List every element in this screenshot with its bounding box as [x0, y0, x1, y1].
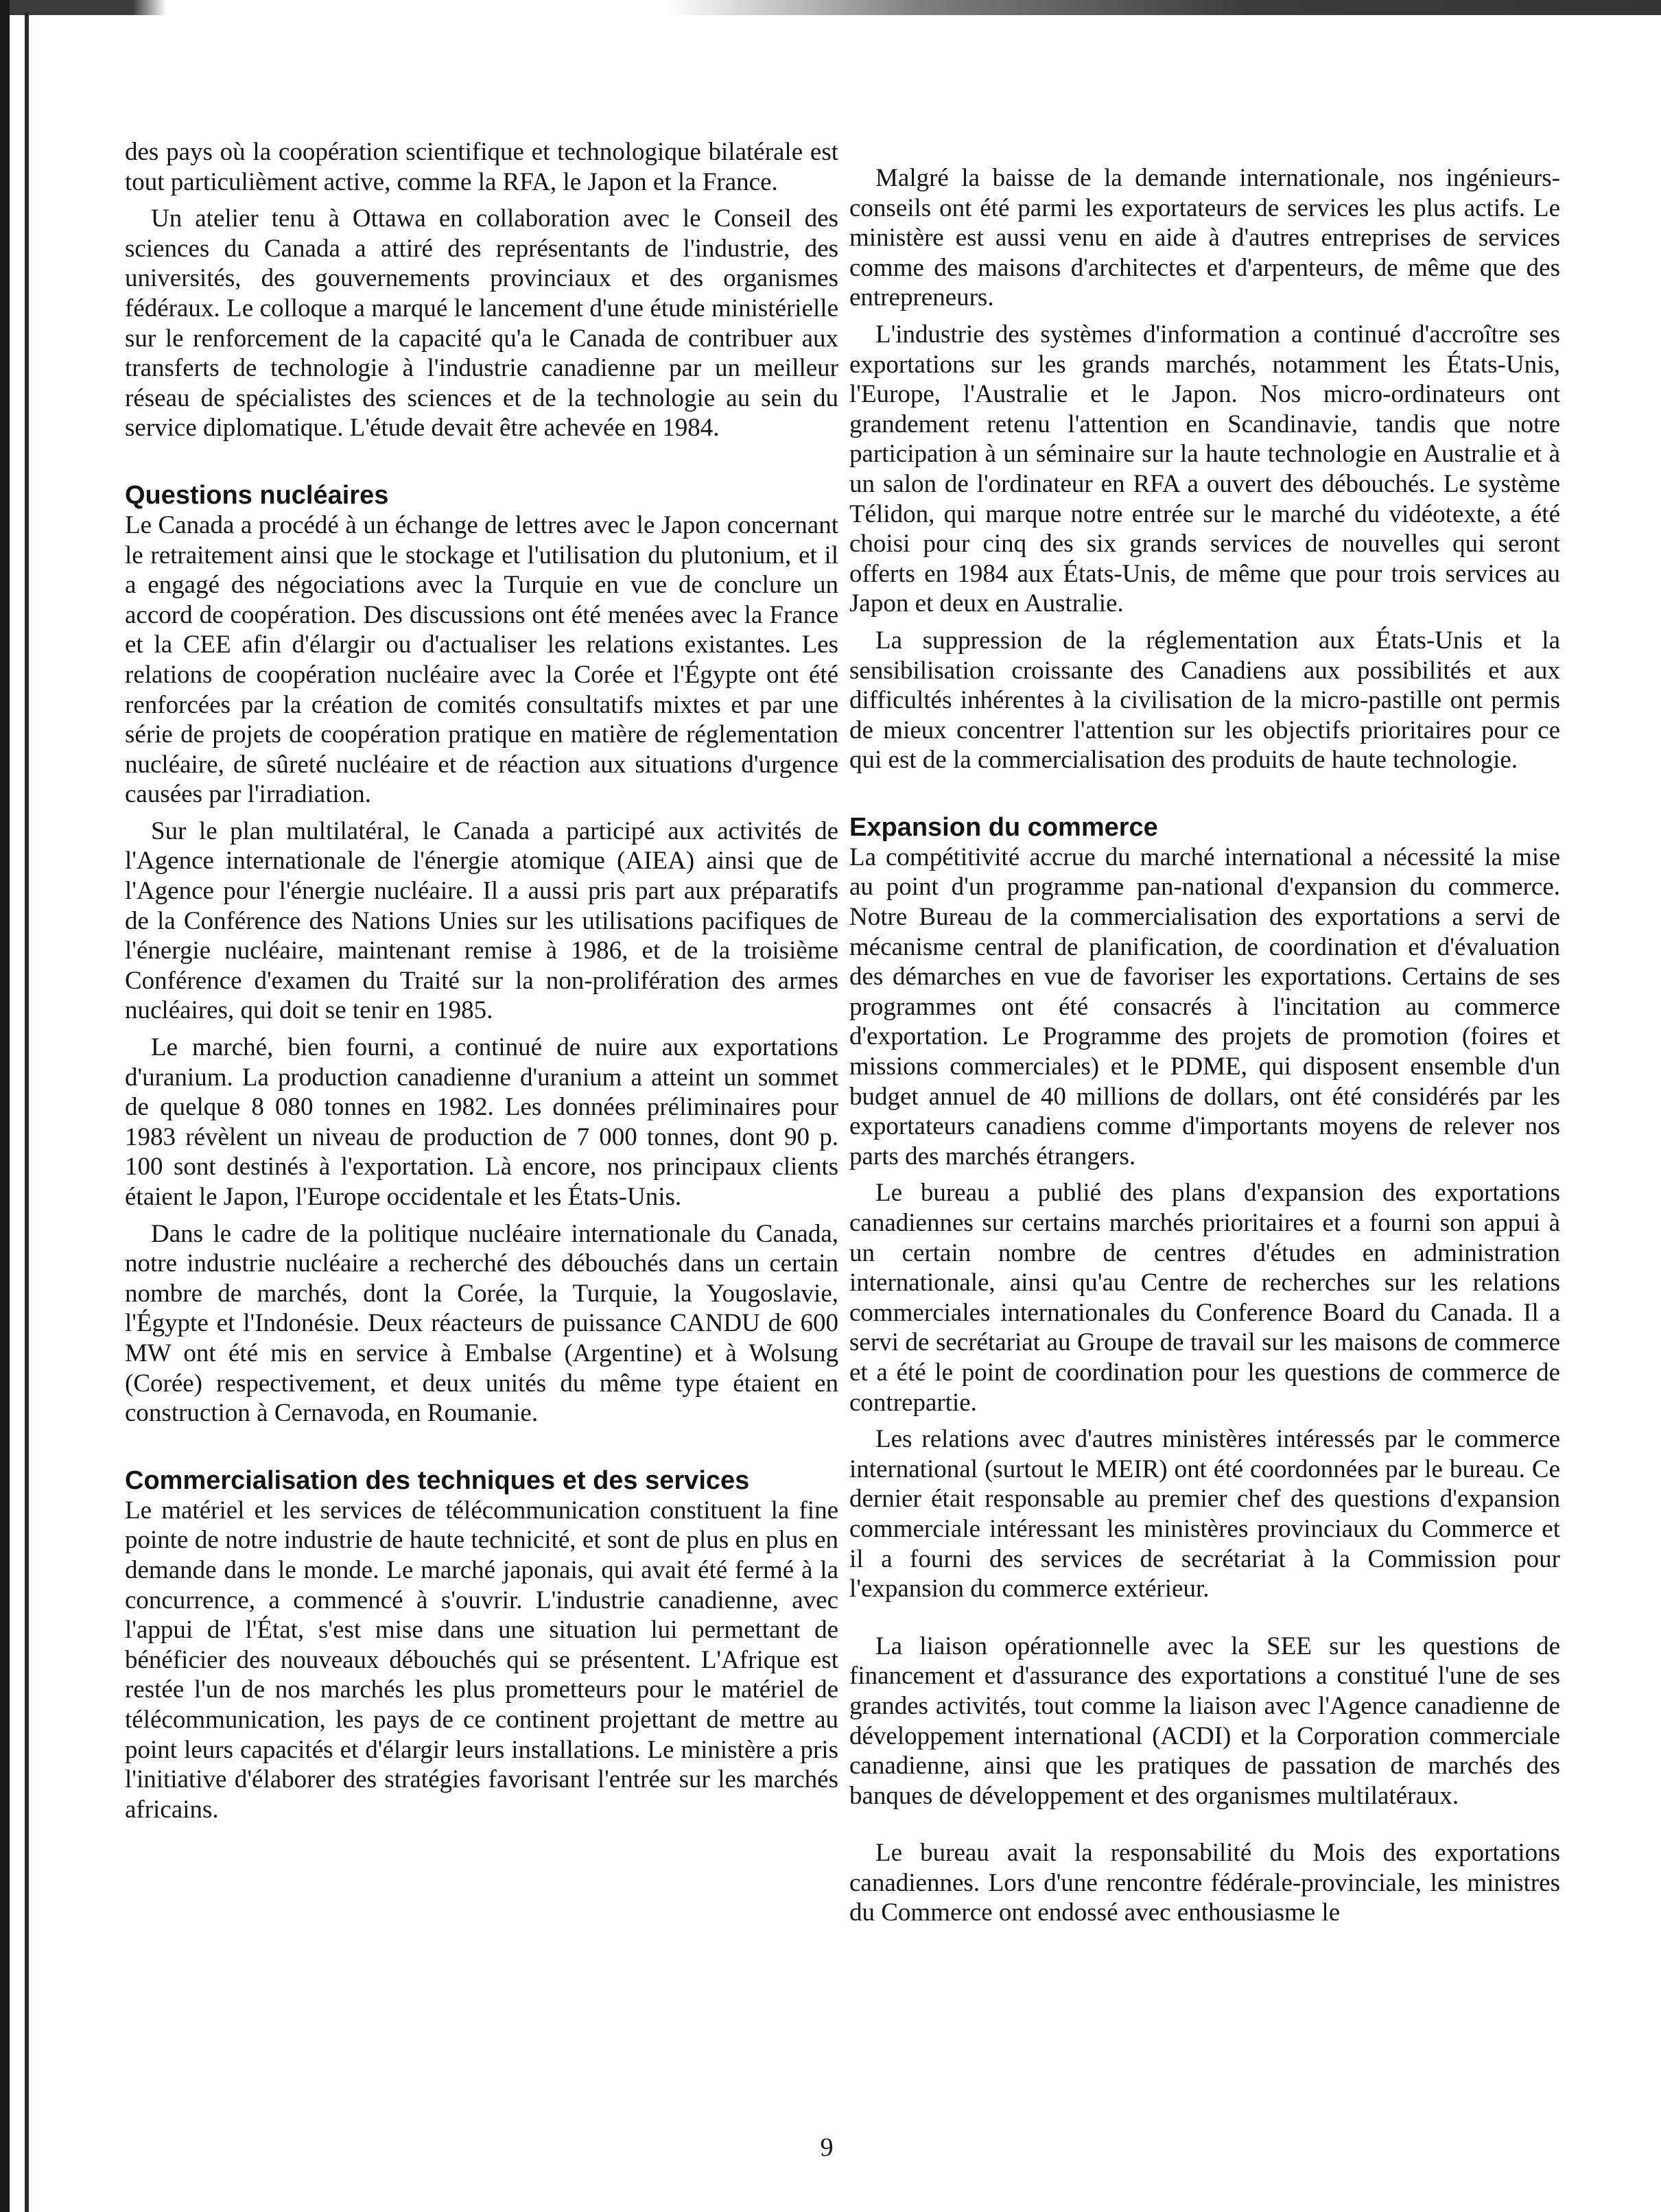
paragraph: Le Canada a procédé à un échange de lettres avec le Japon concernant le retraitement ainsi que le stockage et l'utilisation du plutonium, et il a engagé des négociations avec la Turquie en vue de conclure un accord de coopération. Des discussions ont été menées avec la France et la CEE afin d'élargir ou d'actualiser les relations existantes. Les relations de coopération nucléaire avec la Corée et l'Égypte ont été renforcées par la création de comités consultatifs mixtes et par une série de projets de coopération pratique en matière de réglementation nucléaire, de sûreté nucléaire et de réaction aux situations d'urgence causées par l'irradiation. — [125, 510, 838, 809]
right-column — [849, 163, 1560, 1935]
paragraph: Le marché, bien fourni, a continué de nuire aux exportations d'uranium. La production canadienne d'uranium a atteint un sommet de quelque 8 080 tonnes en 1982. Les données préliminaires pour 1983 révèlent un niveau de production de 7 000 tonnes, dont 90 p. 100 sont destinés à l'exportation. Là encore, nos principaux clients étaient le Japon, l'Europe occidentale et les États-Unis. — [125, 1033, 838, 1211]
paragraph: Le bureau a publié des plans d'expansion des exportations canadiennes sur certains marchés prioritaires et a fourni son appui à un certain nombre de centres d'études en administration internationale, ainsi qu'au Centre de recherches sur les relations commerciales internationales du Conference Board du Canada. Il a servi de secrétariat au Groupe de travail sur les maisons de commerce et a été le point de coordination pour les questions de commerce de contrepartie. — [849, 1179, 1560, 1417]
paragraph: L'industrie des systèmes d'information a continué d'accroître ses exportations sur les grands marchés, notamment les États-Unis, l'Europe, l'Australie et le Japon. Nos micro-ordinateurs ont grandement retenu l'attention en Scandinavie, tandis que notre participation à un séminaire sur la haute technologie en Australie et à un salon de l'ordinateur en RFA a ouvert des débouchés. Le système Télidon, qui marque notre entrée sur le marché du vidéotexte, a été choisi pour cinq des six grands services de nouvelles qui seront offerts en 1984 aux États-Unis, de même que pour trois services au Japon et deux en Australie. — [849, 320, 1560, 618]
paragraph: Dans le cadre de la politique nucléaire internationale du Canada, notre industrie nucléaire a recherché des débouchés dans un certain nombre de marchés, dont la Corée, la Turquie, la Yougoslavie, l'Égypte et l'Indonésie. Deux réacteurs de puissance CANDU de 600 MW ont été mis en service à Embalse (Argentine) et à Wolsung (Corée) respectivement, et deux unités du même type étaient en construction à Cernavoda, en Roumanie. — [125, 1219, 838, 1428]
paragraph: La liaison opérationnelle avec la SEE sur les questions de financement et d'assurance des exportations a constitué l'une de ses grandes activités, tout comme la liaison avec l'Agence canadienne de développement international (ACDI) et la Corporation commerciale canadienne, ainsi que les pratiques de passation de marchés des banques de développement et des organismes multilatéraux. — [849, 1632, 1560, 1810]
paragraph: des pays où la coopération scientifique et technologique bilatérale est tout particulièment active, comme la RFA, le Japon et la France. — [125, 138, 838, 196]
section-heading-nuclear: Questions nucléaires — [125, 480, 389, 510]
paragraph: Les relations avec d'autres ministères intéressés par le commerce international (surtout le MEIR) ont été coordonnées par le bureau. Ce dernier était responsable au premier chef des questions d'expansion commerciale intéressant les ministères provinciaux du Commerce et il a fourni des services de secrétariat à la Commission pour l'expansion du commerce extérieur. — [849, 1425, 1560, 1603]
paragraph: Malgré la baisse de la demande internationale, nos ingénieurs-conseils ont été parmi les exportateurs de services les plus actifs. Le ministère est aussi venu en aide à d'autres entreprises de services comme des maisons d'architectes et d'arpenteurs, de même que des entrepreneurs. — [849, 164, 1560, 312]
left-column — [125, 137, 838, 1831]
section-heading-commercialisation: Commercialisation des techniques et des services — [125, 1466, 750, 1495]
paragraph: La compétitivité accrue du marché international a nécessité la mise au point d'un programme pan-national d'expansion du commerce. Notre Bureau de la commercialisation des exportations a servi de mécanisme central de planification, de coordination et d'évaluation des démarches en vue de favoriser les exportations. Certains de ses programmes ont été consacrés à l'incitation au commerce d'exportation. Le Programme des projets de promotion (foires et missions commerciales) et le PDME, qui disposent ensemble d'un budget annuel de 40 millions de dollars, ont été considérés par les exportateurs canadiens comme d'importants moyens de relever nos parts des marchés étrangers. — [849, 843, 1560, 1170]
paragraph: Le matériel et les services de télécommunication constituent la fine pointe de notre industrie de haute technicité, et sont de plus en plus en demande dans le monde. Le marché japonais, qui avait été fermé à la concurrence, a commencé à s'ouvrir. L'industrie canadienne, avec l'appui de l'État, s'est mise dans une situation lui permettant de bénéficier des nouveaux débouchés qui se présentent. L'Afrique est restée l'un de nos marchés les plus prometteurs pour le matériel de télécommunication, les pays de ce continent projettant de mettre au point leurs capacités et d'élargir leurs installations. Le ministère a pris l'initiative d'élaborer des stratégies favorisant l'entrée sur les marchés africains. — [125, 1496, 838, 1824]
page-number: 9 — [820, 2133, 834, 2162]
scan-top-edge — [0, 0, 1661, 15]
paragraph: Sur le plan multilatéral, le Canada a participé aux activités de l'Agence internationale de l'énergie atomique (AIEA) ainsi que de l'Agence pour l'énergie nucléaire. Il a aussi pris part aux préparatifs de la Conférence des Nations Unies sur les utilisations pacifiques de l'énergie nucléaire, maintenant remise à 1986, et de la troisième Conférence d'examen du Traité sur la non-prolifération des armes nucléaires, qui doit se tenir en 1985. — [125, 816, 838, 1025]
paragraph: La suppression de la réglementation aux États-Unis et la sensibilisation croissante des Canadiens aux possibilités et aux difficultés inhérentes à la civilisation de la micro-pastille ont permis de mieux concentrer l'attention sur les objectifs prioritaires pour ce qui est de la commercialisation des produits de haute technologie. — [849, 626, 1560, 775]
paragraph: Le bureau avait la responsabilité du Mois des exportations canadiennes. Lors d'une rencontre fédérale-provinciale, les ministres du Commerce ont endossé avec enthousiasme le — [849, 1839, 1560, 1927]
scan-left-edge — [0, 0, 10, 2212]
scan-left-inner-edge — [25, 12, 29, 2212]
section-heading-expansion: Expansion du commerce — [849, 812, 1158, 842]
paragraph: Un atelier tenu à Ottawa en collaboration avec le Conseil des sciences du Canada a attiré des représentants de l'industrie, des universités, des gouvernements provinciaux et des organismes fédéraux. Le colloque a marqué le lancement d'une étude ministérielle sur le renforcement de la capacité qu'a le Canada de contribuer aux transferts de technologie à l'industrie canadienne par un meilleur réseau de spécialistes des sciences et de la technologie au sein du service diplomatique. L'étude devait être achevée en 1984. — [125, 204, 838, 443]
